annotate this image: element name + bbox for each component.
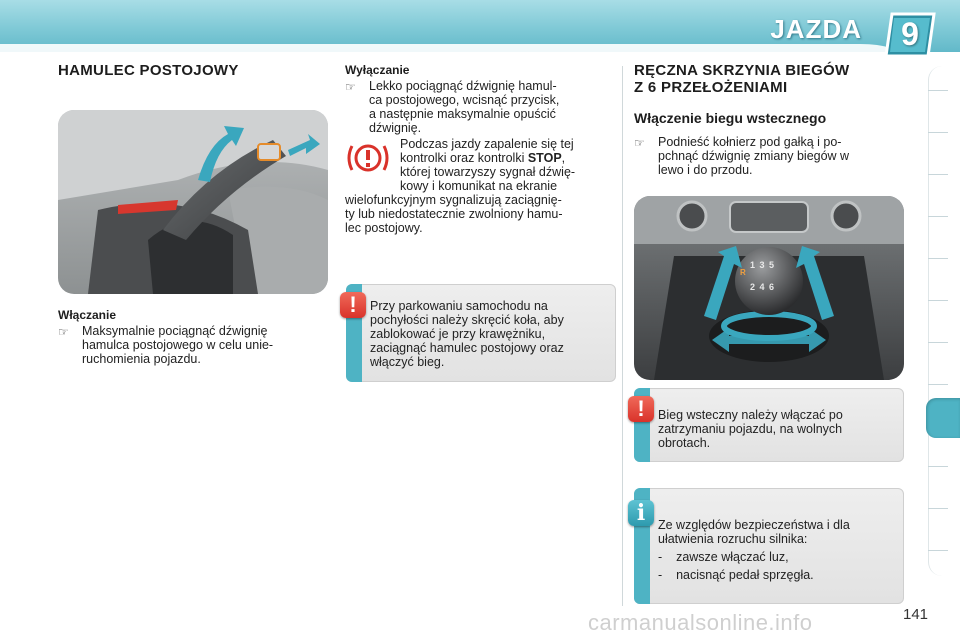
parking-brake-photo: [58, 110, 328, 294]
bullet-icon: ☞: [634, 136, 645, 150]
brake-warning-icon: [344, 138, 392, 178]
bullet-icon: ☞: [345, 80, 356, 94]
stop-label: STOP: [527, 151, 562, 165]
column-divider: [622, 66, 623, 606]
reverse-text: Podnieść kołnierz pod gałką i po- pchnąć dźwignię zmiany biegów w lewo i do przodu.: [658, 135, 850, 177]
gear-reverse-label: R: [740, 268, 746, 277]
parking-slope-note-text: Przy parkowaniu samochodu na pochyłości należy skręcić koła, aby zablokować je przy krawężniku, zaciągnąć hamulec postojowy oraz włączyć bieg.: [370, 299, 564, 369]
chapter-title: JAZDA: [770, 14, 862, 44]
bullet-icon: ☞: [58, 325, 69, 339]
release-heading: Wyłączanie: [345, 63, 410, 77]
list-item: - nacisnąć pedał sprzęgła.: [658, 568, 814, 582]
list-item: - zawsze włączać luz,: [658, 550, 789, 564]
safety-info-note-text: Ze względów bezpieczeństwa i dla ułatwienia rozruchu silnika: - zawsze włączać luz, - nacisnąć pedał sprzęgła.: [658, 518, 896, 582]
reverse-gear-note-text: Bieg wsteczny należy włączać po zatrzymaniu pojazdu, na wolnych obrotach.: [658, 408, 843, 450]
chapter-badge: [884, 10, 936, 60]
reverse-heading: Włączenie biegu wstecznego: [634, 110, 827, 126]
watermark: carmanualsonline.info: [588, 610, 813, 635]
release-text: Lekko pociągnąć dźwignię hamul- ca postojowego, wcisnąć przycisk, a następnie maksymalnie opuścić dźwignię.: [369, 79, 560, 135]
gear-pattern-top: 1 3 5: [750, 260, 776, 270]
warning-icon: !: [628, 396, 654, 422]
page-number: 141: [903, 606, 929, 623]
chapter-number: 9: [901, 16, 919, 52]
engage-heading: Włączanie: [58, 308, 117, 322]
warning-text-cont: wielofunkcyjnym sygnalizują zaciągnię- ty lub niedostatecznie zwolniony hamu- lec postojowy.: [345, 193, 563, 235]
chapter-tab-active[interactable]: [926, 398, 960, 438]
warning-text: Podczas jazdy zapalenie się tej kontrolki oraz kontrolki STOP, której towarzyszy sygnał dźwię- kowy i komunikat na ekranie: [400, 137, 576, 193]
section-title-parking-brake: HAMULEC POSTOJOWY: [58, 62, 239, 79]
gear-pattern-bottom: 2 4 6: [750, 282, 776, 292]
section-title-gearbox: RĘCZNA SKRZYNIA BIEGÓW Z 6 PRZEŁOŻENIAMI: [634, 62, 850, 96]
chapter-tabs: [928, 66, 960, 576]
engage-text: Maksymalnie pociągnąć dźwignię hamulca postojowego w celu unie- ruchomienia pojazdu.: [82, 324, 274, 366]
info-icon: i: [628, 500, 654, 526]
gear-shift-photo: [634, 196, 904, 380]
warning-icon: !: [340, 292, 366, 318]
